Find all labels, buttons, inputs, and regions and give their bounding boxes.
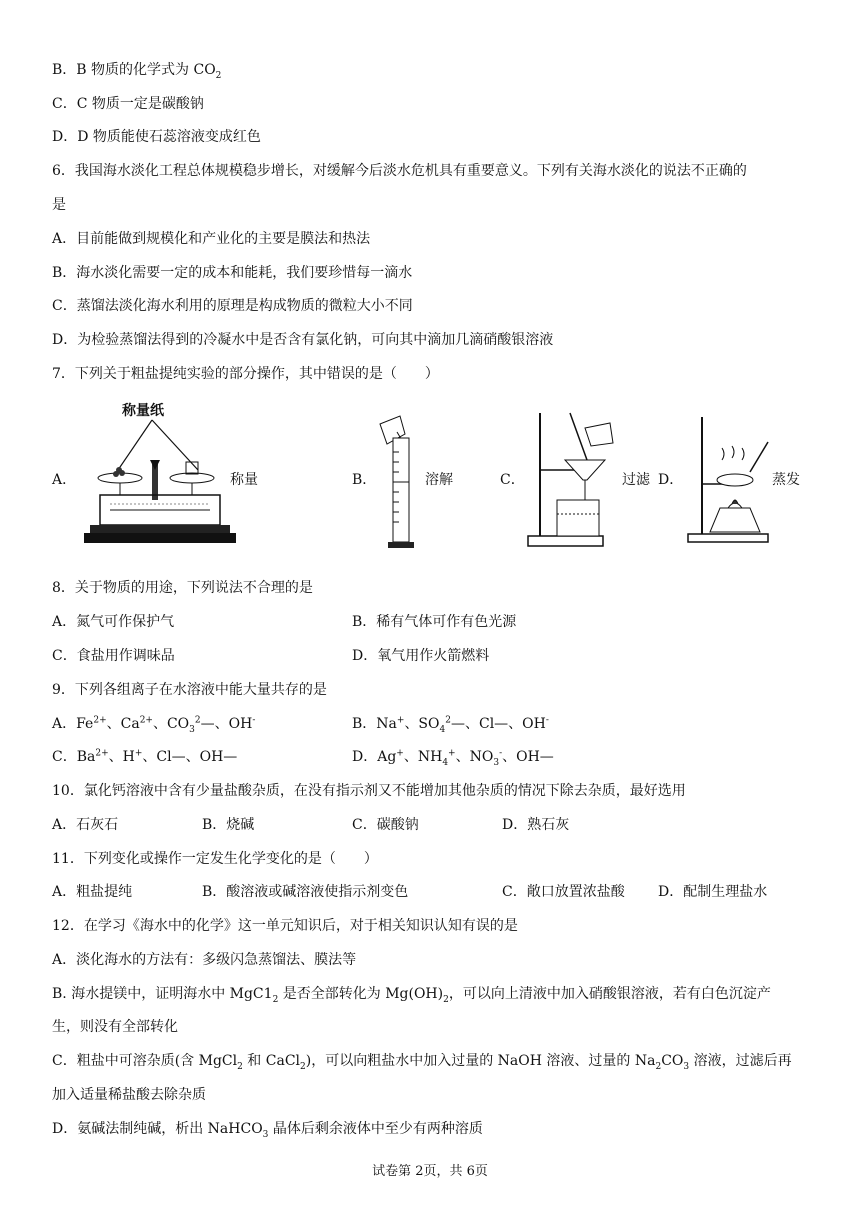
- q9-option-b: B．Na+、$SO_4^2—$、Cl—、OH-: [352, 715, 549, 735]
- q8-stem: 8．关于物质的用途，下列说法不合理的是: [52, 580, 313, 596]
- q8-option-c: C．食盐用作调味品: [52, 648, 175, 664]
- q11-option-a: A．粗盐提纯: [52, 884, 133, 900]
- filtration-icon: [525, 408, 615, 550]
- q11-option-d: D．配制生理盐水: [658, 884, 768, 900]
- balance-figure: [80, 400, 240, 559]
- q5-option-b: B．B 物质的化学式为 $CO_2$: [52, 62, 222, 81]
- evaporation-figure: [680, 412, 775, 550]
- q7-b-text: 溶解: [425, 472, 453, 488]
- q12-option-d: D．氨碱法制纯碱，析出 NaHCO$_3$ 晶体后剩余液体中至少有两种溶质: [52, 1121, 483, 1140]
- q7-d-letter: D．: [658, 472, 684, 488]
- q7-a-text: 称量: [230, 472, 258, 488]
- q9-option-d: D．Ag+、$NH_4^+$、$NO_3^-$、OH—: [352, 748, 554, 768]
- q9-option-a: A．$Fe^{2+}$、$Ca^{2+}$、$CO_3^2—$、OH-: [52, 715, 256, 735]
- q9-stem: 9．下列各组离子在水溶液中能大量共存的是: [52, 682, 327, 698]
- q6-option-a: A．目前能做到规模化和产业化的主要是膜法和热法: [52, 231, 371, 247]
- q7-b-letter: B．: [352, 472, 377, 488]
- q12-option-c-line1: C．粗盐中可溶杂质(含 MgCl$_2$ 和 CaCl$_2$)，可以向粗盐水中加入过量的 NaOH 溶液、过量的 $Na_2CO_3$ 溶液，过滤后再: [52, 1053, 792, 1072]
- q11-stem: 11．下列变化或操作一定发生化学变化的是（ ）: [52, 851, 378, 867]
- q8-option-d: D．氧气用作火箭燃料: [352, 648, 490, 664]
- q6-option-c: C．蒸馏法淡化海水利用的原理是构成物质的微粒大小不同: [52, 298, 413, 314]
- q7-c-letter: C．: [500, 472, 525, 488]
- q6-stem-line1: 6．我国海水淡化工程总体规模稳步增长，对缓解今后淡水危机具有重要意义。下列有关海水淡化的说法不正确的: [52, 163, 747, 179]
- q7-c-text: 过滤: [622, 472, 650, 488]
- q6-stem-line2: 是: [52, 197, 66, 213]
- q8-option-b: B．稀有气体可作有色光源: [352, 614, 517, 630]
- q10-option-a: A．石灰石: [52, 817, 119, 833]
- page-footer: 试卷第 2页，共 6页: [372, 1164, 488, 1179]
- evaporation-icon: [680, 412, 775, 546]
- q10-option-c: C．碳酸钠: [352, 817, 419, 833]
- q6-option-d: D．为检验蒸馏法得到的冷凝水中是否含有氯化钠，可向其中滴加几滴硝酸银溶液: [52, 332, 554, 348]
- balance-icon: [80, 400, 240, 555]
- q10-stem: 10．氯化钙溶液中含有少量盐酸杂质，在没有指示剂又不能增加其他杂质的情况下除去杂质，最好选用: [52, 783, 686, 799]
- q12-option-b-line2: 生，则没有全部转化: [52, 1019, 178, 1035]
- q6-option-b: B．海水淡化需要一定的成本和能耗，我们要珍惜每一滴水: [52, 265, 413, 281]
- weighing-paper-label: 称量纸: [122, 403, 164, 419]
- q12-option-c-line2: 加入适量稀盐酸去除杂质: [52, 1087, 206, 1103]
- q8-option-a: A．氮气可作保护气: [52, 614, 175, 630]
- graduated-cylinder-icon: [375, 412, 425, 552]
- q9-option-c: C．$Ba^{2+}$、H+、Cl—、OH—: [52, 748, 238, 765]
- cylinder-figure: [375, 412, 425, 556]
- q10-option-b: B．烧碱: [202, 817, 255, 833]
- q12-option-b-line1: B. 海水提镁中，证明海水中 $MgC1_2$ 是否全部转化为 $Mg(OH)_2$，可以向上清液中加入硝酸银溶液，若有白色沉淀产: [52, 986, 771, 1005]
- q11-option-c: C．敞口放置浓盐酸: [502, 884, 625, 900]
- q7-stem: 7．下列关于粗盐提纯实验的部分操作，其中错误的是（ ）: [52, 366, 439, 382]
- q5-option-c: C．C 物质一定是碳酸钠: [52, 96, 204, 112]
- q12-stem: 12．在学习《海水中的化学》这一单元知识后，对于相关知识认知有误的是: [52, 918, 518, 934]
- q10-option-d: D．熟石灰: [502, 817, 570, 833]
- q7-a-letter: A．: [52, 472, 77, 488]
- q5-option-d: D．D 物质能使石蕊溶液变成红色: [52, 129, 261, 145]
- q7-d-text: 蒸发: [772, 472, 800, 488]
- filtration-figure: [525, 408, 615, 554]
- q12-option-a: A．淡化海水的方法有：多级闪急蒸馏法、膜法等: [52, 952, 357, 968]
- q11-option-b: B．酸溶液或碱溶液使指示剂变色: [202, 884, 409, 900]
